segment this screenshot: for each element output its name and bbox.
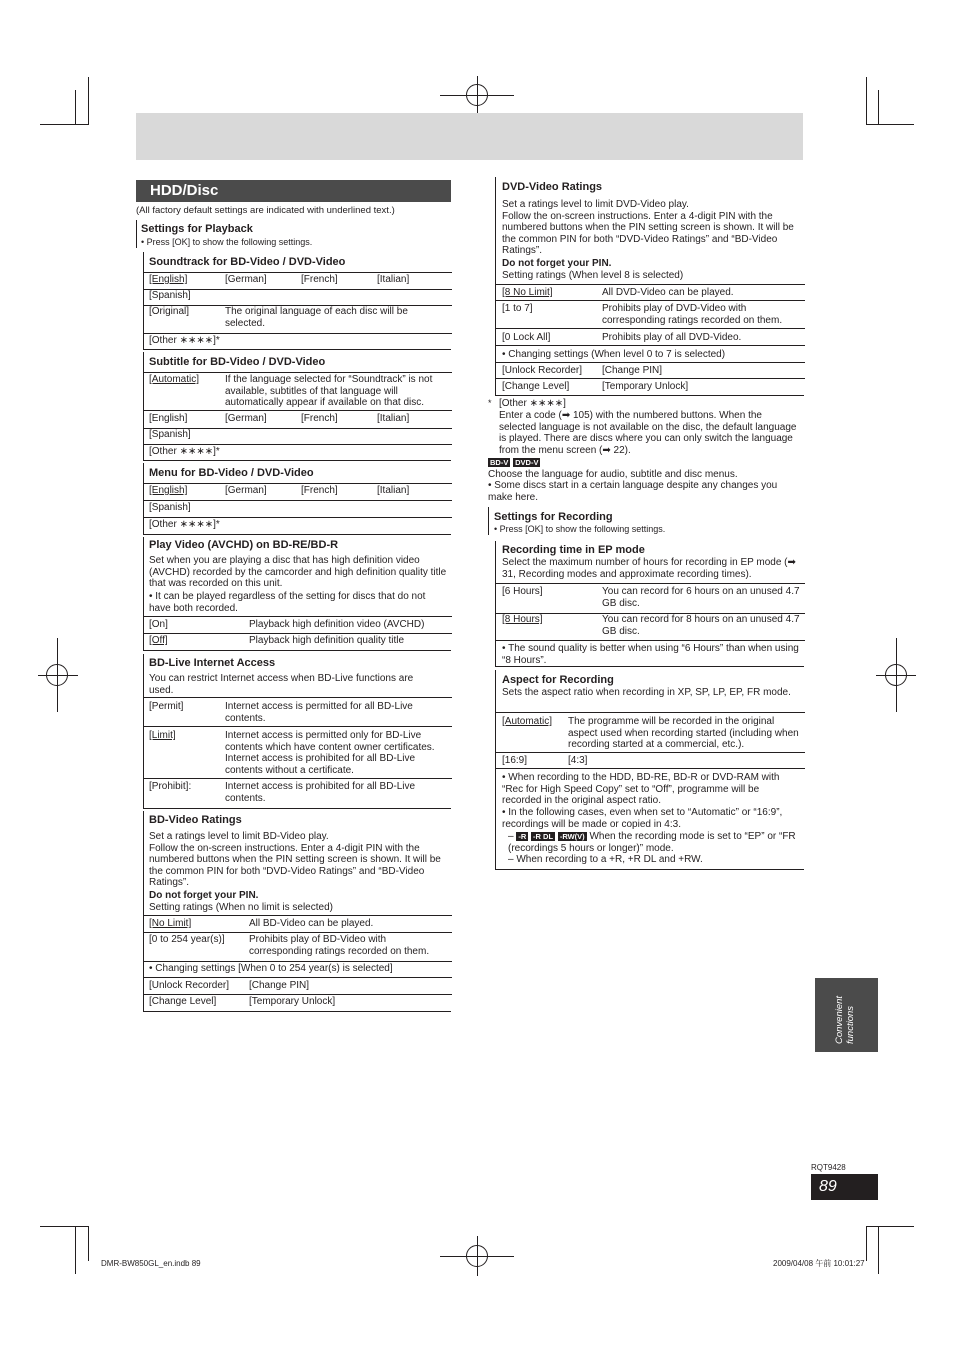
option-change-level[interactable]: [Change Level] xyxy=(149,996,217,1007)
crop-mark xyxy=(88,77,89,125)
bdratings-box xyxy=(143,811,451,1012)
option-prohibit-desc: Internet access is prohibited for all BD-Live contents. xyxy=(225,781,416,804)
option-temporary-unlock[interactable]: [Temporary Unlock] xyxy=(249,996,336,1007)
option-on-desc: Playback high definition video (AVCHD) xyxy=(249,619,425,630)
crop-mark xyxy=(866,1226,914,1227)
crop-mark xyxy=(38,675,78,676)
option-6-hours[interactable]: [6 Hours] xyxy=(502,586,543,597)
option-other[interactable]: [Other ∗∗∗∗]* xyxy=(149,335,220,346)
bdratings-changing: • Changing settings [When 0 to 254 year(s) is selected] xyxy=(149,963,393,974)
subtitle-title: Subtitle for BD-Video / DVD-Video xyxy=(149,356,326,368)
option-original-desc: The original language of each disc will be selected. xyxy=(225,306,408,329)
avchd-box xyxy=(143,537,451,651)
ep-title: Recording time in EP mode xyxy=(502,544,645,556)
bdratings-setting: Setting ratings (When no limit is selected) xyxy=(149,902,333,913)
bdratings-pin: Do not forget your PIN. xyxy=(149,890,259,901)
crop-mark xyxy=(866,1226,867,1261)
ep-bullet: • The sound quality is better when using “6 Hours” than when using “8 Hours”. xyxy=(502,643,799,666)
default-note: (All factory default settings are indicated with underlined text.) xyxy=(136,205,395,216)
aspect-title: Aspect for Recording xyxy=(502,674,614,686)
bdlive-title: BD-Live Internet Access xyxy=(149,657,276,669)
crop-mark xyxy=(57,638,58,712)
option-0-lock-all-desc: Prohibits play of all DVD-Video. xyxy=(602,332,742,343)
option-range[interactable]: [0 to 254 year(s)] xyxy=(149,934,225,945)
r-dl-badge: -R DL xyxy=(533,832,554,841)
bdratings-desc: Set a ratings level to limit BD-Video play. Follow the on-screen instructions. Enter a 4-digit PIN with the numbered buttons when the PIN setting screen is shown. It will be the common PIN for both “DVD-Video Ratings” and “BD-Video Ratings”. xyxy=(149,831,441,889)
recording-title: Settings for Recording xyxy=(494,511,613,523)
soundtrack-title: Soundtrack for BD-Video / DVD-Video xyxy=(149,256,346,268)
option-0-lock-all[interactable]: [0 Lock All] xyxy=(502,332,551,343)
option-change-pin[interactable]: [Change PIN] xyxy=(602,365,663,376)
footnote-mark: * xyxy=(488,398,492,408)
avchd-bullet: • It can be played regardless of the setting for discs that do not have both recorded. xyxy=(149,591,426,614)
dvd-v-badge: DVD-V xyxy=(515,458,539,467)
footer-right: 2009/04/08 午前 10:01:27 xyxy=(773,1259,865,1268)
playback-title: Settings for Playback xyxy=(141,223,253,235)
option-prohibit[interactable]: [Prohibit]: xyxy=(149,781,192,792)
aspect-bullet2: • In the following cases, even when set to “Automatic” or “16:9”, recordings will be made or copied in 4:3. xyxy=(502,807,783,830)
bdratings-title: BD-Video Ratings xyxy=(149,814,242,826)
option-no-limit[interactable]: [No Limit] xyxy=(149,918,192,929)
option-limit-desc: Internet access is permitted only for BD-Live contents which have content owner certificates. Internet access is prohibited for all BD-Live contents without a certificate. xyxy=(225,730,435,776)
aspect-desc: Sets the aspect ratio when recording in XP, SP, LP, EP, FR mode. xyxy=(502,687,791,698)
dvdratings-title: DVD-Video Ratings xyxy=(502,181,603,193)
crop-mark xyxy=(75,90,76,125)
option-change-pin[interactable]: [Change PIN] xyxy=(249,980,310,991)
avchd-desc: Set when you are playing a disc that has high definition video (AVCHD) recorded by the camcorder and high definition quality title that was recorded on this unit. xyxy=(149,555,447,590)
option-unlock-recorder[interactable]: [Unlock Recorder] xyxy=(149,980,230,991)
option-english[interactable]: [English] xyxy=(149,274,188,285)
dvdratings-changing: • Changing settings (When level 0 to 7 is selected) xyxy=(502,349,726,360)
dvdratings-pin: Do not forget your PIN. xyxy=(502,258,612,269)
option-temporary-unlock[interactable]: [Temporary Unlock] xyxy=(602,381,689,392)
menu-box xyxy=(143,463,451,535)
avchd-title: Play Video (AVCHD) on BD-RE/BD-R xyxy=(149,539,339,551)
bdlive-desc: You can restrict Internet access when BD-Live functions are used. xyxy=(149,673,414,696)
crop-mark xyxy=(88,1226,89,1261)
side-tab-label: Convenient functions xyxy=(834,995,856,1044)
option-no-limit-desc: All BD-Video can be played. xyxy=(249,918,374,929)
crop-mark xyxy=(40,124,88,125)
option-1-to-7-desc: Prohibits play of DVD-Video with corresponding ratings recorded on them. xyxy=(602,303,783,326)
recording-bracket xyxy=(488,507,489,535)
option-4-3[interactable]: [4:3] xyxy=(568,755,588,766)
recording-note: • Press [OK] to show the following settings. xyxy=(494,524,666,534)
doc-code: RQT9428 xyxy=(811,1163,846,1172)
option-change-level[interactable]: [Change Level] xyxy=(502,381,570,392)
side-tab xyxy=(815,978,878,1052)
ep-box xyxy=(495,541,804,667)
option-16-9[interactable]: [16:9] xyxy=(502,755,528,766)
footnote-bullet: • Some discs start in a certain language despite any changes you make here. xyxy=(488,480,778,503)
option-automatic[interactable]: [Automatic] xyxy=(149,374,200,385)
crop-mark xyxy=(896,638,897,712)
option-8-hours[interactable]: [8 Hours] xyxy=(502,614,543,625)
subtitle-box xyxy=(143,352,451,461)
option-automatic-desc: If the language selected for “Soundtrack” is not available, subtitles of that language will automatically appear if available on that disc. xyxy=(225,374,433,409)
option-french[interactable]: [French] xyxy=(301,413,338,424)
option-automatic[interactable]: [Automatic] xyxy=(502,716,553,727)
option-other[interactable]: [Other ∗∗∗∗]* xyxy=(149,519,220,530)
aspect-dash2: – When recording to a +R, +R DL and +RW. xyxy=(508,854,703,865)
option-1-to-7[interactable]: [1 to 7] xyxy=(502,303,533,314)
section-title: HDD/Disc xyxy=(136,180,451,202)
disc-badges xyxy=(488,457,540,469)
option-german[interactable]: [German] xyxy=(225,413,267,424)
option-permit-desc: Internet access is permitted for all BD-Live contents. xyxy=(225,701,413,724)
aspect-dash1-text: When the recording mode is set to “EP” or “FR (recordings 5 hours or longer)” mode. xyxy=(508,831,796,854)
footnote-choose: Choose the language for audio, subtitle and disc menus. xyxy=(488,469,738,480)
option-8-no-limit-desc: All DVD-Video can be played. xyxy=(602,287,734,298)
crop-mark xyxy=(878,90,879,125)
option-italian[interactable]: [Italian] xyxy=(377,274,410,285)
bd-v-badge: BD-V xyxy=(490,458,509,467)
crop-mark xyxy=(878,1226,879,1274)
dvdratings-setting: Setting ratings (When level 8 is selected) xyxy=(502,270,684,281)
option-permit[interactable]: [Permit] xyxy=(149,701,184,712)
option-off-desc: Playback high definition quality title xyxy=(249,635,405,646)
aspect-dash1: – -R -R DL -RW(V) When the recording mode is set to “EP” or “FR (recordings 5 hours or longer)” mode. xyxy=(508,831,796,854)
soundtrack-box xyxy=(143,252,451,350)
crop-mark xyxy=(477,1236,478,1276)
crop-mark xyxy=(477,76,478,116)
dvdratings-box xyxy=(495,177,804,396)
page-number: 89 xyxy=(811,1174,878,1200)
footnote-text: Enter a code (➡ 105) with the numbered buttons. When the selected language is not available on the disc, the default language is played. There are discs where you can only switch the language from the menu screen (➡ 22). xyxy=(499,410,797,456)
option-english[interactable]: [English] xyxy=(149,485,188,496)
playback-bracket xyxy=(136,220,137,248)
option-english[interactable]: [English] xyxy=(149,413,188,424)
playback-note: • Press [OK] to show the following settings. xyxy=(141,237,313,247)
menu-title: Menu for BD-Video / DVD-Video xyxy=(149,467,314,479)
aspect-box xyxy=(495,670,804,870)
option-italian[interactable]: [Italian] xyxy=(377,485,410,496)
option-automatic-desc: The programme will be recorded in the original aspect used when recording started (including when recording started at a commercial, etc.). xyxy=(568,716,799,751)
crop-mark xyxy=(866,124,914,125)
option-german[interactable]: [German] xyxy=(225,485,267,496)
footer-left: DMR-BW850GL_en.indb 89 xyxy=(101,1259,201,1268)
header-band xyxy=(136,113,803,160)
option-other[interactable]: [Other ∗∗∗∗]* xyxy=(149,446,220,457)
aspect-bullet1: • When recording to the HDD, BD-RE, BD-R or DVD-RAM with “Rec for High Speed Copy” set to “Off”, programme will be recorded in the original aspect ratio. xyxy=(502,772,780,807)
option-on[interactable]: [On] xyxy=(149,619,168,630)
option-range-desc: Prohibits play of BD-Video with corresponding ratings recorded on them. xyxy=(249,934,430,957)
option-french[interactable]: [French] xyxy=(301,274,338,285)
r-badge: -R xyxy=(518,832,527,841)
crop-mark xyxy=(40,1226,88,1227)
ep-desc: Select the maximum number of hours for recording in EP mode (➡ 31, Recording modes and approximate recording times). xyxy=(502,557,796,580)
option-italian[interactable]: [Italian] xyxy=(377,413,410,424)
option-8-no-limit[interactable]: [8 No Limit] xyxy=(502,287,553,298)
option-6-hours-desc: You can record for 6 hours on an unused 4.7 GB disc. xyxy=(602,586,800,609)
option-original[interactable]: [Original] xyxy=(149,306,190,317)
crop-mark xyxy=(75,1226,76,1274)
rw-v-badge: -RW(V) xyxy=(559,832,585,841)
option-8-hours-desc: You can record for 8 hours on an unused 4.7 GB disc. xyxy=(602,614,800,637)
crop-mark xyxy=(866,77,867,125)
option-limit[interactable]: [Limit] xyxy=(149,730,176,741)
bdlive-box xyxy=(143,654,451,809)
footnote-other: [Other ∗∗∗∗] xyxy=(499,398,566,409)
option-off[interactable]: [Off] xyxy=(149,635,168,646)
option-french[interactable]: [French] xyxy=(301,485,338,496)
dvdratings-desc: Set a ratings level to limit DVD-Video play. Follow the on-screen instructions. Enter a 4-digit PIN with the numbered buttons when the PIN setting screen is shown. It will be the common PIN for both “DVD-Video Ratings” and “BD-Video Ratings”. xyxy=(502,199,794,257)
option-spanish[interactable]: [Spanish] xyxy=(149,429,191,440)
option-spanish[interactable]: [Spanish] xyxy=(149,502,191,513)
option-german[interactable]: [German] xyxy=(225,274,267,285)
option-spanish[interactable]: [Spanish] xyxy=(149,290,191,301)
option-unlock-recorder[interactable]: [Unlock Recorder] xyxy=(502,365,583,376)
